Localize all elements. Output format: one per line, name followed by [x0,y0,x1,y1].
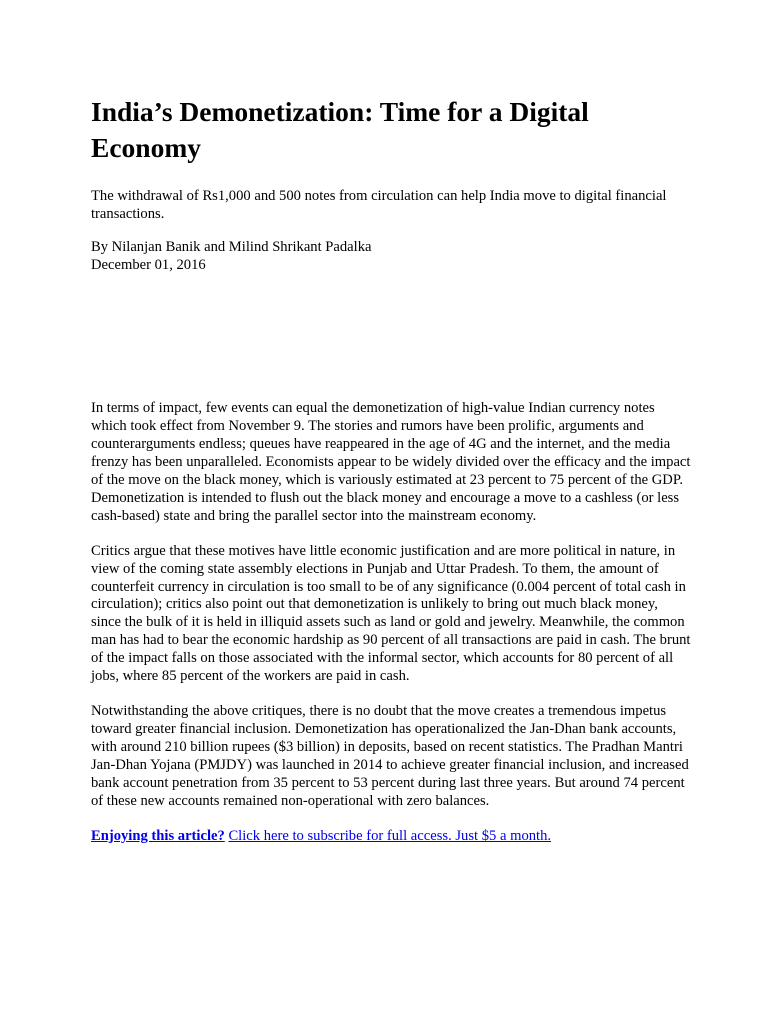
subscribe-link[interactable]: Click here to subscribe for full access. Just $5 a month. [228,828,552,845]
article-title: India’s Demonetization: Time for a Digital Economy [91,96,589,163]
body-paragraph-2: Critics argue that these motives have little economic justification and are more political in nature, in view of the coming state assembly elections in Punjab and Uttar Pradesh. To them, the amount of counterfeit currency in circulation is too small to be of any significance (0.004 percent of total cash in circulation); critics also point out that demonetization is unlikely to bring out much black money, since the bulk of it is held in illiquid assets such as land or gold and jewelry. Meanwhile, the common man has had to bear the economic hardship as 90 percent of all transactions are paid in cash. The brunt of the impact falls on those associated with the informal sector, which accounts for 80 percent of all jobs, where 85 percent of the workers are paid in cash. [91,542,691,685]
article [91,94,691,845]
body-paragraph-1: In terms of impact, few events can equal the demonetization of high-value Indian currency notes which took effect from November 9. The stories and rumors have been prolific, arguments and counterarguments endless; queues have reappeared in the age of 4G and the internet, and the media frenzy has been unparalleled. Economists appear to be widely divided over the efficacy and the impact of the move on the black money, which is variously estimated at 23 percent to 75 percent of the GDP. Demonetization is intended to flush out the black money and encourage a move to a cashless (or less cash-based) state and bring the parallel sector into the mainstream economy. [91,400,691,524]
promo-lead-link[interactable]: Enjoying this article? [91,828,225,845]
byline-block [91,239,691,274]
body-paragraph-3: Notwithstanding the above critiques, there is no doubt that the move creates a tremendous impetus toward greater financial inclusion. Demonetization has operationalized the Jan-Dhan bank accounts, with around 210 billion rupees ($3 billion) in deposits, based on recent statistics. The Pradhan Mantri Jan-Dhan Yojana (PMJDY) was launched in 2014 to achieve greater financial inclusion, and increased bank account penetration from 35 percent to 53 percent during last three years. But around 74 percent of these new accounts remained non-operational with zero balances. [91,702,689,809]
article-body [91,400,691,810]
subscribe-promo [91,827,691,845]
article-subtitle: The withdrawal of Rs1,000 and 500 notes from circulation can help India move to digital financial transactions. [91,188,667,222]
publish-date: December 01, 2016 [91,256,206,273]
author-byline: By Nilanjan Banik and Milind Shrikant Padalka [91,239,372,256]
